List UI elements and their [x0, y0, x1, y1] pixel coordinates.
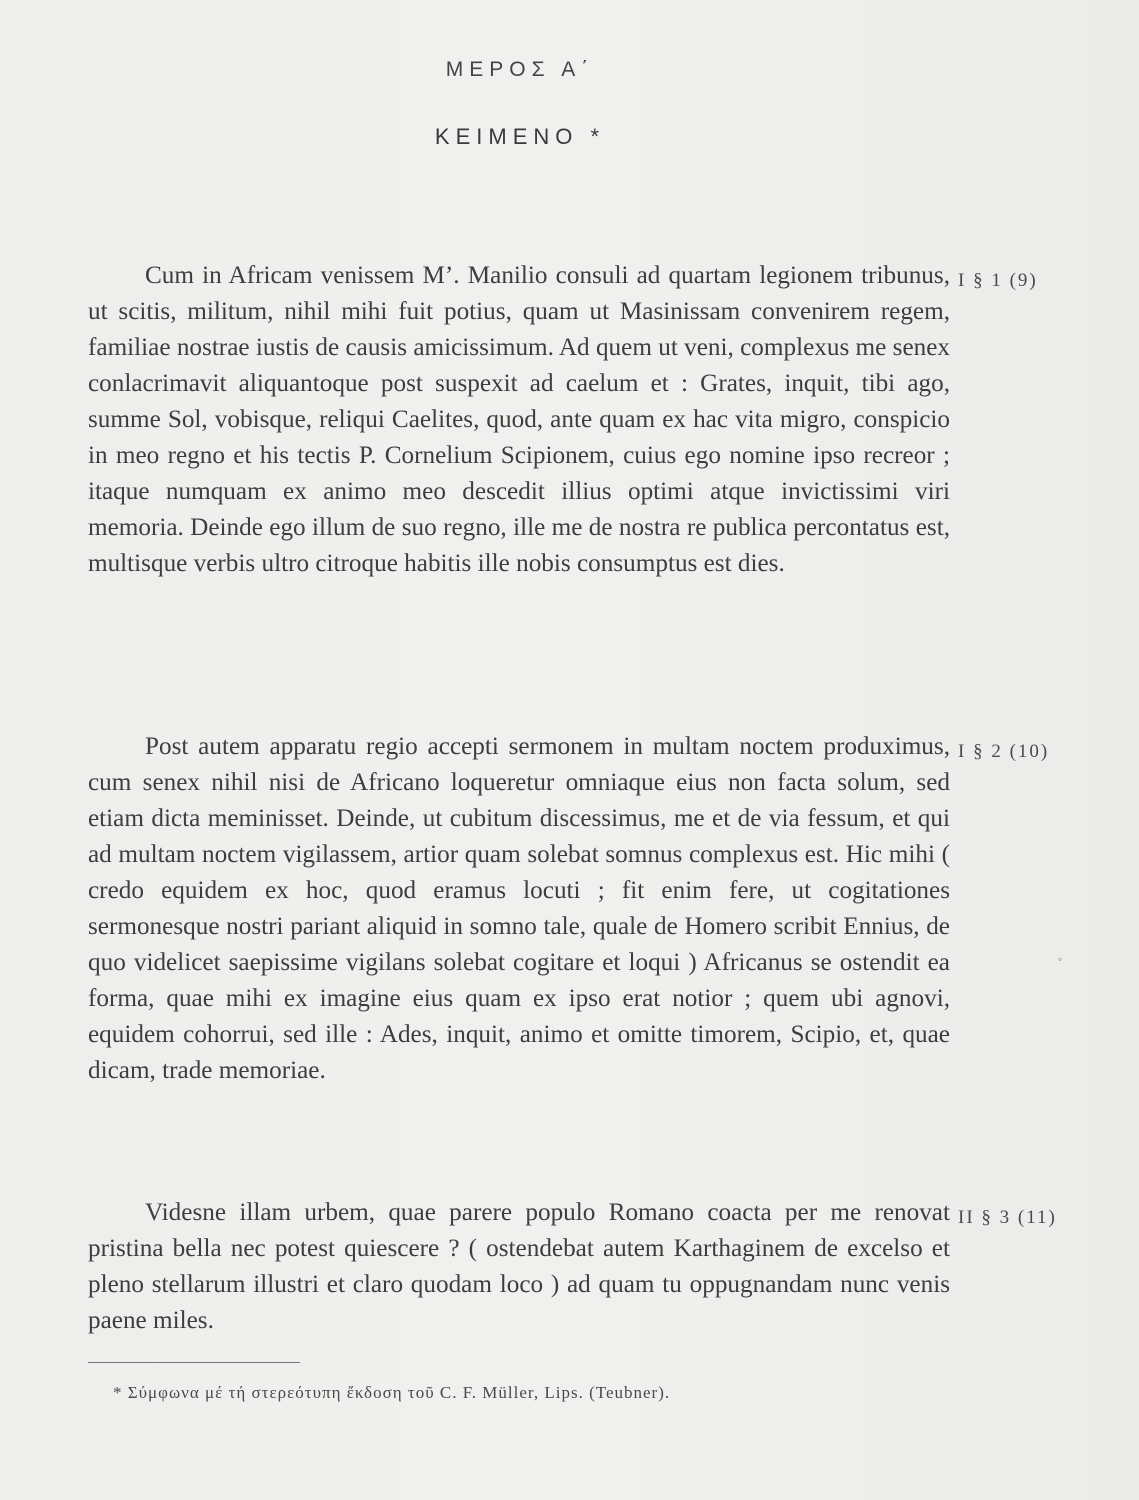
margin-reference-3: II § 3 (11) — [958, 1207, 1057, 1228]
footnote-divider — [88, 1362, 300, 1363]
margin-reference-2: I § 2 (10) — [958, 741, 1050, 762]
paragraph-3: Videsne illam urbem, quae parere populo Romano coacta per me renovat pristina bella nec potest quiescere ? ( ostendebat autem Karthaginem de excelso et pleno stellarum illustri et claro quodam loco ) ad quam tu oppugnandam nunc venis paene miles. — [88, 1199, 950, 1334]
section-title: ΚΕΙΜΕΝΟ * — [434, 124, 606, 149]
print-speck-mark: ◦ — [1058, 952, 1063, 966]
paragraph-2: Post autem apparatu regio accepti sermonem in multam noctem produximus, cum senex nihil nisi de Africano loqueretur omniaque eius non facta solum, sed etiam dicta meminisset. Deinde, ut cubitum discessimus, me et de via fessum, et qui ad multam noctem vigilassem, artior quam solebat somnus complexus est. Hic mihi ( credo equidem ex hoc, quod eramus locuti ; fit enim fere, ut cogitationes sermonesque nostri pariant aliquid in somno tale, quale de Homero scribit Ennius, de quo videlicet saepissime vigilans solebat cogitare et loqui ) Africanus se ostendit ea forma, quae mihi ex imagine eius quam ex ipso erat notior ; quem ubi agnovi, equidem cohorrui, sed ille : Ades, inquit, animo et omitte timorem, Scipio, et, quae dicam, trade memoriae. — [88, 733, 950, 1084]
part-heading: ΜΕΡΟΣ Α΄ — [445, 58, 595, 81]
paragraph-1: Cum in Africam venissem M’. Manilio consuli ad quartam legionem tribunus, ut scitis, militum, nihil mihi fuit potius, quam ut Masinissam convenirem regem, familiae nostrae iustis de causis amicissimum. Ad quem ut veni, complexus me senex conlacrimavit aliquantoque post suspexit ad caelum et : Grates, inquit, tibi ago, summe Sol, vobisque, reliqui Caelites, quod, ante quam ex hac vita migro, conspicio in meo regno et his tectis P. Cornelium Scipionem, cuius ego nomine ipso recreor ; itaque numquam ex animo meo descedit illius optimi atque invictissimi viri memoria. Deinde ego illum de suo regno, ille me de nostra re publica percontatus est, multisque verbis ultro citroque habitis ille nobis consumptus est dies. — [88, 262, 950, 577]
footnote: * Σύμφωνα μέ τή στερεότυπη ἔκδοση τοῦ C. F. Müller, Lips. (Teubner). — [113, 1383, 671, 1402]
margin-reference-1: I § 1 (9) — [958, 270, 1038, 291]
